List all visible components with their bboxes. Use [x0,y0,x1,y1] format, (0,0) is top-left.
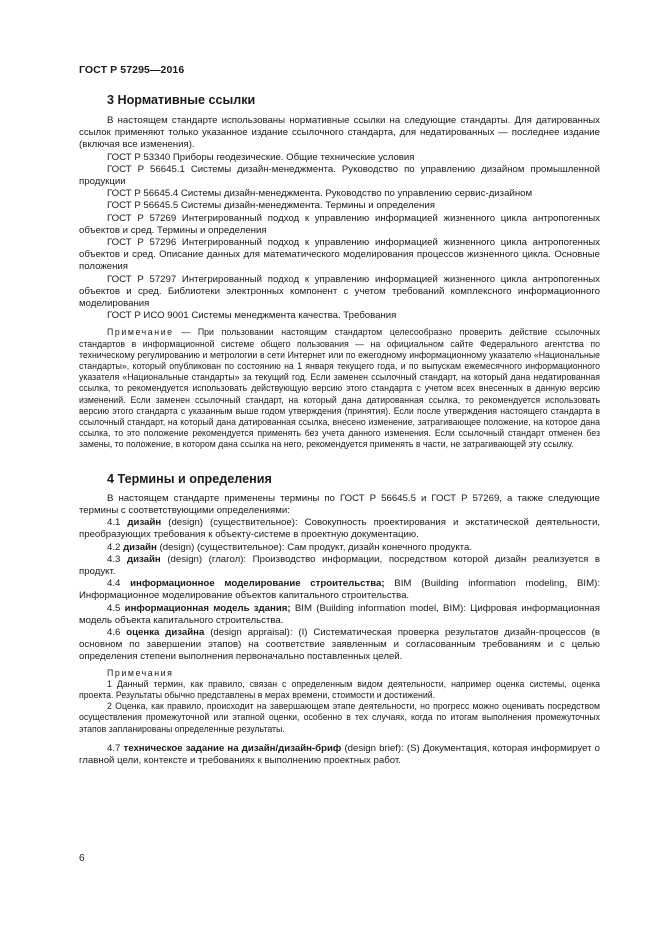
document-header: ГОСТ Р 57295—2016 [79,64,185,76]
page-content [79,92,600,767]
note-label: Примечание [107,327,174,338]
term-entry: 4.6 оценка дизайна (design appraisal): (I) Систематическая проверка результатов дизайн-процессов (в основном по завершении этапов) на соответствие заявленным и согласованным требованиям и с целью определения степени выполнения первоначально поставленных целей. [79,626,600,663]
term-entry: 4.3 дизайн (design) (глагол): Производство информации, посредством которой дизайн реализуется в продукт. [79,553,600,577]
section-4-notes [79,668,600,735]
term-entry: 4.5 информационная модель здания; BIM (Building information model, BIM): Цифровая информационная модель объекта капитального строительства. [79,602,600,626]
term-name: дизайн [126,553,161,565]
term-entry: 4.7 техническое задание на дизайн/дизайн-бриф (design brief): (S) Документация, которая информирует о главной цели, контексте и требованиях к выполнению проектных работ. [79,742,600,766]
standard-ref: ГОСТ Р 57269 Интегрированный подход к управлению информацией жизненного цикла антропогенных объектов и сред. Термины и определения [79,212,600,236]
section-4-intro: В настоящем стандарте применены термины по ГОСТ Р 56645.5 и ГОСТ Р 57269, а также следующие термины с соответствующими определениями: [79,492,600,516]
note-item: 1 Данный термин, как правило, связан с определенным видом деятельности, например оценка системы, оценка проекта. Результаты обычно представлены в мерах времени, стоимости и достижений. [79,678,600,700]
section-3-intro: В настоящем стандарте использованы нормативные ссылки на следующие стандарты. Для датированных ссылок применяют только указанное издание ссылочного стандарта, для недатированных — последнее издание (включая все изменения). [79,115,600,151]
page-number: 6 [79,853,85,864]
term-entry: 4.4 информационное моделирование строительства; BIM (Building information modeling, BIM): Информационное моделирование объектов капитального строительства. [79,578,600,602]
standard-ref: ГОСТ Р 56645.1 Системы дизайн-менеджмента. Руководство по управлению дизайном промышленной продукции [79,163,600,188]
term-name: дизайн [127,517,162,529]
note-text: — При пользовании настоящим стандартом целесообразно проверить действие ссылочных стандартов в информационной системе общего пользования — на официальном сайте Федерального агентства по техническому регулированию и метрологии в сети Интернет или по ежегодному информационному указателю «Национальные стандарты», который опубликован по состоянию на 1 января текущего года, и по выпускам ежемесячного информационного указателя «Национальные стандарты» за текущий год. Если заменен ссылочный стандарт, на который дана недатированная ссылка, то рекомендуется использовать действующую версию этого стандарта с учетом всех внесенных в данную версию изменений. Если заменен ссылочный стандарт, на который дана датированная ссылка, то рекомендуется использовать версию этого стандарта с указанным выше годом утверждения (принятия). Если после утверждения настоящего стандарта в ссылочный стандарт, на который дана датированная ссылка, внесено изменение, затрагивающее положение, на которое дана ссылка, то это положение рекомендуется применять без учета данного изменения. Если ссылочный стандарт отменен без замены, то положение, в котором дана ссылка на него, рекомендуется применять в части, не затрагивающей эту ссылку. [79,327,600,450]
note-item: 2 Оценка, как правило, происходит на завершающем этапе деятельности, но прогресс можно оценивать посредством осуществления промежуточной или этапной оценки, особенно в тех случаях, когда по итогам выполнения промежуточных этапов запланированы определенные результаты. [79,701,600,734]
term-name: дизайн [123,541,157,553]
section-3-note [79,327,600,450]
standard-ref: ГОСТ Р 57296 Интегрированный подход к управлению информацией жизненного цикла антропогенных объектов и сред. Описание данных для математического моделирования процессов жизненного цикла. Основные положения [79,237,600,273]
section-3-title: 3 Нормативные ссылки [107,93,256,107]
section-4-title: 4 Термины и определения [107,471,272,486]
standard-ref: ГОСТ Р 56645.5 Системы дизайн-менеджмента. Термины и определения [107,200,435,212]
term-name: оценка дизайна [126,626,205,638]
standard-ref: ГОСТ Р ИСО 9001 Системы менеджмента качества. Требования [107,310,397,322]
term-name: информационное моделирование строительства; [130,578,385,590]
term-name: информационная модель здания; [124,602,291,614]
standard-ref: ГОСТ Р 57297 Интегрированный подход к управлению информацией жизненного цикла антропогенных объектов и сред. Библиотеки электронных компонент с учетом требований комплексного информационного моделирования [79,273,600,310]
standard-ref: ГОСТ Р 56645.4 Системы дизайн-менеджмента. Руководство по управлению сервис-дизайном [107,188,533,200]
term-entry: 4.1 дизайн (design) (существительное): Совокупность проектирования и экстатической деятельности, преобразующих требования к объекту-системе в проектную документацию. [79,517,600,541]
standard-ref: ГОСТ Р 53340 Приборы геодезические. Общие технические условия [107,151,415,163]
notes-label: Примечания [107,667,174,678]
term-name: техническое задание на дизайн/дизайн-бриф [123,742,342,754]
term-entry: 4.2 дизайн (design) (существительное): Сам продукт, дизайн конечного продукта. [107,541,472,553]
